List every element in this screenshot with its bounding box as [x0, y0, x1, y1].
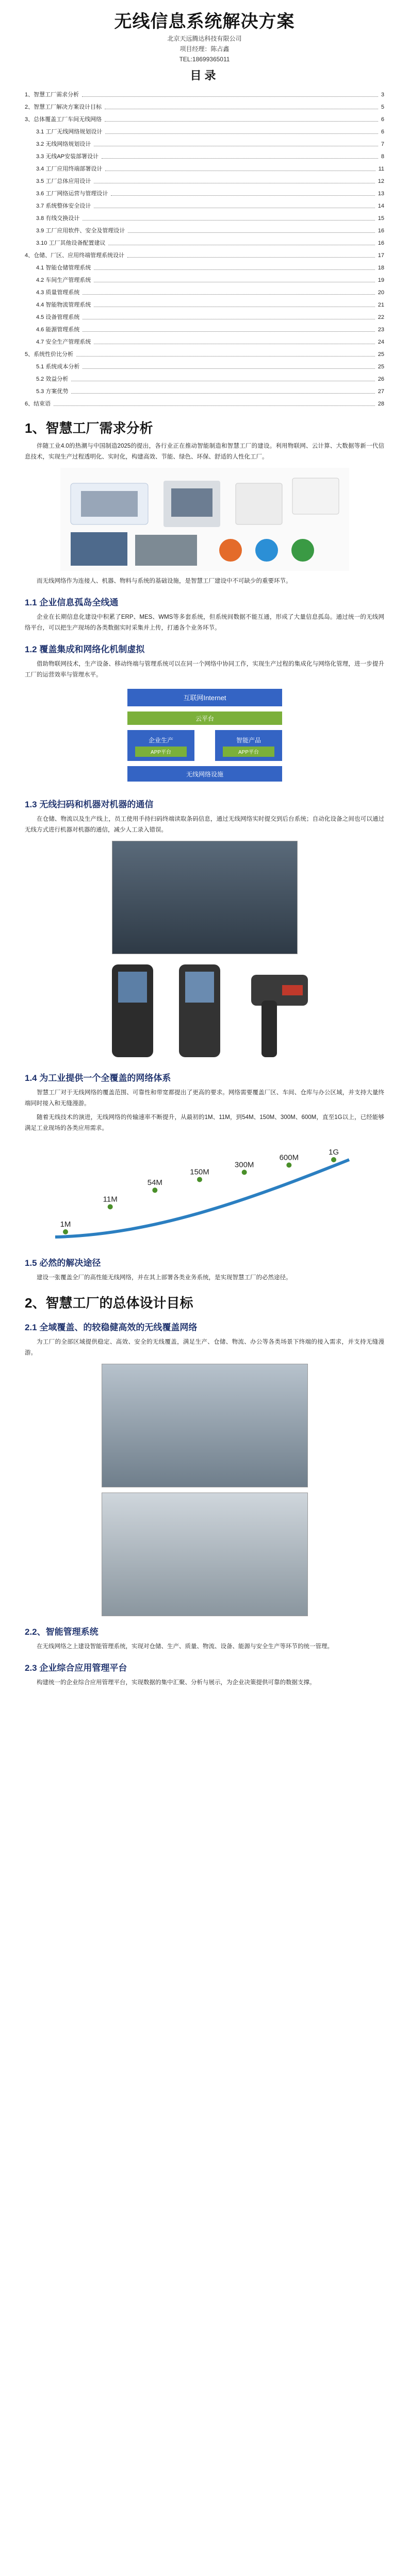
toc-entry-text: 4.5 设备管理系统 — [36, 314, 80, 320]
toc-entry-text: 4.3 质量管理系统 — [36, 290, 80, 296]
architecture-diagram — [96, 686, 313, 789]
toc-entry-page: 7 — [381, 141, 384, 147]
warehouse-photo — [112, 841, 298, 954]
paragraph: 在仓储、物流以及生产线上，员工使用手持扫码终端读取条码信息，通过无线网络实时提交到后台系统；自动化设备之间也可以通过无线方式进行机器对机器的通信，减少人工录入错误。 — [25, 816, 384, 833]
document-meta — [25, 34, 384, 64]
toc-entry-page: 24 — [378, 339, 384, 345]
speed-point — [241, 1170, 247, 1175]
paragraph: 构建统一的企业综合应用管理平台，实现数据的集中汇聚、分析与展示，为企业决策提供可靠的数据支撑。 — [37, 1680, 316, 1686]
speed-label: 300M — [234, 1160, 254, 1170]
diagram-right-box: 智能产品 — [236, 737, 261, 744]
toc-entry-page: 6 — [381, 116, 384, 123]
toc-entry-page: 27 — [378, 388, 384, 395]
toc-entry-page: 14 — [378, 203, 384, 209]
toc-entry[interactable] — [25, 99, 384, 112]
toc-leader-dots — [94, 269, 374, 270]
speed-point — [286, 1162, 291, 1167]
toc-entry-page: 23 — [378, 327, 384, 333]
toc-entry[interactable] — [25, 297, 384, 310]
toc-entry-page: 26 — [378, 376, 384, 382]
toc-entry-page: 12 — [378, 178, 384, 184]
tel-line: TEL:18699365011 — [179, 56, 230, 63]
speed-label: 600M — [279, 1153, 299, 1162]
toc-entry-text: 4.6 能源管理系统 — [36, 327, 80, 333]
toc-entry-page: 19 — [378, 277, 384, 283]
speed-label: 1M — [60, 1220, 71, 1229]
section-1-3-heading: 1.3 无线扫码和机器对机器的通信 — [25, 800, 154, 809]
toc-entry[interactable] — [25, 137, 384, 149]
toc-leader-dots — [128, 232, 374, 233]
toc-entry-text: 3.10 工厂其他设备配置建议 — [36, 240, 106, 246]
toc-leader-dots — [105, 133, 378, 134]
toc-entry[interactable] — [25, 384, 384, 396]
toc-entry[interactable] — [25, 211, 384, 223]
paragraph: 在无线网络之上建设智能管理系统，实现对仓储、生产、质量、物流、设备、能源与安全生产等环节的统一管理。 — [37, 1643, 333, 1650]
speed-label: 11M — [103, 1195, 118, 1204]
toc-entry-page: 22 — [378, 314, 384, 320]
toc-entry[interactable] — [25, 334, 384, 347]
diagram-bottom-box: 无线网络设施 — [186, 771, 223, 778]
toc-entry[interactable] — [25, 223, 384, 235]
diagram-internet-label: 互联网Internet — [183, 694, 226, 702]
speed-label: 150M — [189, 1167, 209, 1177]
toc-entry-text: 3.8 有线交换设计 — [36, 215, 80, 222]
toc-entry[interactable] — [25, 310, 384, 322]
toc-entry-text: 4.2 车间生产管理系统 — [36, 277, 91, 283]
toc-entry[interactable] — [25, 198, 384, 211]
toc-entry-text: 3.3 无线AP安装部署设计 — [36, 154, 99, 160]
speed-label: 54M — [147, 1178, 162, 1188]
company-name: 北京天远腾达科技有限公司 — [167, 35, 242, 42]
toc-entry-text: 4.7 安全生产管理系统 — [36, 339, 91, 345]
scanner-devices-image — [66, 959, 344, 1062]
author-line: 项目经理：陈占鑫 — [179, 45, 230, 53]
product-collage-image — [60, 468, 349, 571]
toc-leader-dots — [82, 96, 378, 97]
toc-entry-text: 5.3 方案优势 — [36, 388, 69, 395]
toc-entry[interactable] — [25, 248, 384, 260]
toc-entry-page: 25 — [378, 364, 384, 370]
section-2-1-heading: 2.1 全域覆盖、的较稳健高效的无线覆盖网络 — [25, 1323, 198, 1332]
section-1-heading: 1、智慧工厂需求分析 — [25, 420, 153, 436]
toc-entry-text: 3.5 工厂总体应用设计 — [36, 178, 91, 184]
toc-leader-dots — [105, 121, 378, 122]
paragraph: 而无线网络作为连接人、机器、物料与系统的基础设施，是智慧工厂建设中不可缺少的重要环节。 — [37, 578, 292, 584]
toc-entry-page: 25 — [378, 351, 384, 358]
paragraph: 伴随工业4.0的热潮与中国制造2025的提出，各行业正在推动智能制造和智慧工厂的建设。利用物联网、云计算、大数据等新一代信息技术，实现生产过程透明化、实时化，构建高效、节能、绿色、环保、舒适的人性化工厂。 — [25, 443, 384, 460]
toc-entry-text: 3、总体覆盖工厂车间无线网络 — [25, 116, 102, 123]
speed-label: 1G — [328, 1148, 339, 1157]
toc-entry-page: 3 — [381, 92, 384, 98]
toc-entry-page: 13 — [378, 191, 384, 197]
speed-point — [331, 1157, 336, 1162]
toc-entry[interactable] — [25, 285, 384, 297]
speed-point — [107, 1204, 112, 1209]
toc-entry-page: 20 — [378, 290, 384, 296]
paragraph: 企业在长期信息化建设中积累了ERP、MES、WMS等多套系统，但系统间数据不能互通，形成了大量信息孤岛。通过统一的无线网络平台，可以把生产现场的各类数据实时采集并上传，打通各个业务环节。 — [25, 614, 384, 631]
section-2-heading: 2、智慧工厂的总体设计目标 — [25, 1295, 193, 1311]
toc-entry-text: 4.4 智能物流管理系统 — [36, 302, 91, 308]
toc-entry-page: 6 — [381, 129, 384, 135]
toc-entry[interactable] — [25, 112, 384, 124]
toc-entry-text: 3.2 无线网络规划设计 — [36, 141, 91, 147]
toc-entry[interactable] — [25, 149, 384, 161]
diagram-left-box: 企业生产 — [148, 737, 173, 744]
toc-entry[interactable] — [25, 87, 384, 99]
diagram-left-sub: APP平台 — [150, 750, 171, 755]
toc-entry-page: 21 — [378, 302, 384, 308]
toc-leader-dots — [83, 368, 374, 369]
toc-entry-text: 3.4 工厂应用终端部署设计 — [36, 166, 103, 172]
toc-leader-dots — [102, 158, 378, 159]
toc-entry-page: 16 — [378, 240, 384, 246]
toc-entry[interactable] — [25, 186, 384, 198]
toc-leader-dots — [71, 393, 374, 394]
toc-entry[interactable] — [25, 174, 384, 186]
toc-entry-text: 4.1 智能仓储管理系统 — [36, 265, 91, 271]
toc-entry-text: 4、仓储、厂区、应用终端管理系统设计 — [25, 252, 125, 259]
toc-entry-text: 3.7 系统整体安全设计 — [36, 203, 91, 209]
section-1-4-heading: 1.4 为工业提供一个全覆盖的网络体系 — [25, 1073, 171, 1083]
toc-entry-page: 5 — [381, 104, 384, 110]
toc-leader-dots — [54, 405, 375, 406]
toc-leader-dots — [76, 356, 375, 357]
toc-entry-page: 15 — [378, 215, 384, 222]
toc-entry-page: 8 — [381, 154, 384, 160]
section-2-2-heading: 2.2、智能管理系统 — [25, 1627, 99, 1637]
toc-entry-text: 3.9 工厂应用软件、安全及管理设计 — [36, 228, 125, 234]
table-of-contents — [25, 87, 384, 409]
toc-entry-text: 3.1 工厂无线网络规划设计 — [36, 129, 103, 135]
toc-entry-text: 1、智慧工厂需求分析 — [25, 92, 79, 98]
toc-entry[interactable] — [25, 273, 384, 285]
speed-point — [197, 1177, 202, 1182]
production-line-photo — [102, 1364, 308, 1487]
toc-entry[interactable] — [25, 235, 384, 248]
toc-entry-page: 28 — [378, 401, 384, 407]
paragraph: 借助物联网技术，生产设备、移动终端与管理系统可以在同一个网络中协同工作，实现生产过程的集成化与网络化管理，进一步提升工厂的运营效率与管理水平。 — [25, 661, 384, 678]
toc-entry-page: 11 — [378, 166, 384, 172]
toc-leader-dots — [111, 195, 374, 196]
paragraph: 建设一张覆盖全厂的高性能无线网络，并在其上部署各类业务系统，是实现智慧工厂的必然途径。 — [37, 1275, 292, 1281]
diagram-right-sub: APP平台 — [238, 750, 259, 755]
toc-entry-text: 3.6 工厂网络运营与管理设计 — [36, 191, 108, 197]
section-2-3-heading: 2.3 企业综合应用管理平台 — [25, 1663, 127, 1673]
toc-entry-text: 5.1 系统成本分析 — [36, 364, 80, 370]
toc-entry-text: 2、智慧工厂解决方案设计目标 — [25, 104, 102, 110]
speed-evolution-chart — [50, 1139, 359, 1247]
toc-entry[interactable] — [25, 347, 384, 359]
paragraph: 智慧工厂对于无线网络的覆盖范围、可靠性和带宽都提出了更高的要求。网络需要覆盖厂区、车间、仓库与办公区域，并支持大量终端同时接入和无缝漫游。 — [25, 1090, 384, 1107]
toc-entry-page: 17 — [378, 252, 384, 259]
section-1-1-heading: 1.1 企业信息孤岛全线通 — [25, 598, 119, 607]
section-1-2-heading: 1.2 覆盖集成和网络化机制虚拟 — [25, 645, 145, 654]
factory-floor-photo — [102, 1493, 308, 1616]
document-title: 无线信息系统解决方案 — [114, 12, 295, 31]
toc-entry-page: 16 — [378, 228, 384, 234]
speed-point — [152, 1188, 157, 1193]
speed-point — [63, 1229, 68, 1234]
toc-heading: 目录 — [190, 69, 219, 82]
toc-leader-dots — [83, 220, 374, 221]
toc-leader-dots — [127, 257, 375, 258]
toc-entry[interactable] — [25, 161, 384, 174]
toc-entry-text: 6、结束语 — [25, 401, 51, 407]
toc-entry-text: 5、系统性价比分析 — [25, 351, 74, 358]
toc-entry[interactable] — [25, 260, 384, 273]
section-1-5-heading: 1.5 必然的解决途径 — [25, 1258, 101, 1268]
toc-leader-dots — [83, 294, 374, 295]
toc-entry[interactable] — [25, 322, 384, 334]
paragraph: 随着无线技术的演进，无线网络的传输速率不断提升，从最初的1M、11M，到54M、150M、300M、600M，直至1G以上，已经能够满足工业现场的各类应用需求。 — [25, 1114, 385, 1131]
toc-entry[interactable] — [25, 124, 384, 137]
toc-leader-dots — [83, 331, 374, 332]
toc-entry[interactable] — [25, 396, 384, 409]
diagram-platform-label: 云平台 — [195, 715, 214, 722]
toc-entry-page: 18 — [378, 265, 384, 271]
toc-entry-text: 5.2 效益分析 — [36, 376, 69, 382]
toc-entry[interactable] — [25, 371, 384, 384]
paragraph: 为工厂的全部区域提供稳定、高效、安全的无线覆盖，满足生产、仓储、物流、办公等各类场景下终端的接入需求，并支持无缝漫游。 — [25, 1339, 384, 1356]
toc-entry[interactable] — [25, 359, 384, 371]
